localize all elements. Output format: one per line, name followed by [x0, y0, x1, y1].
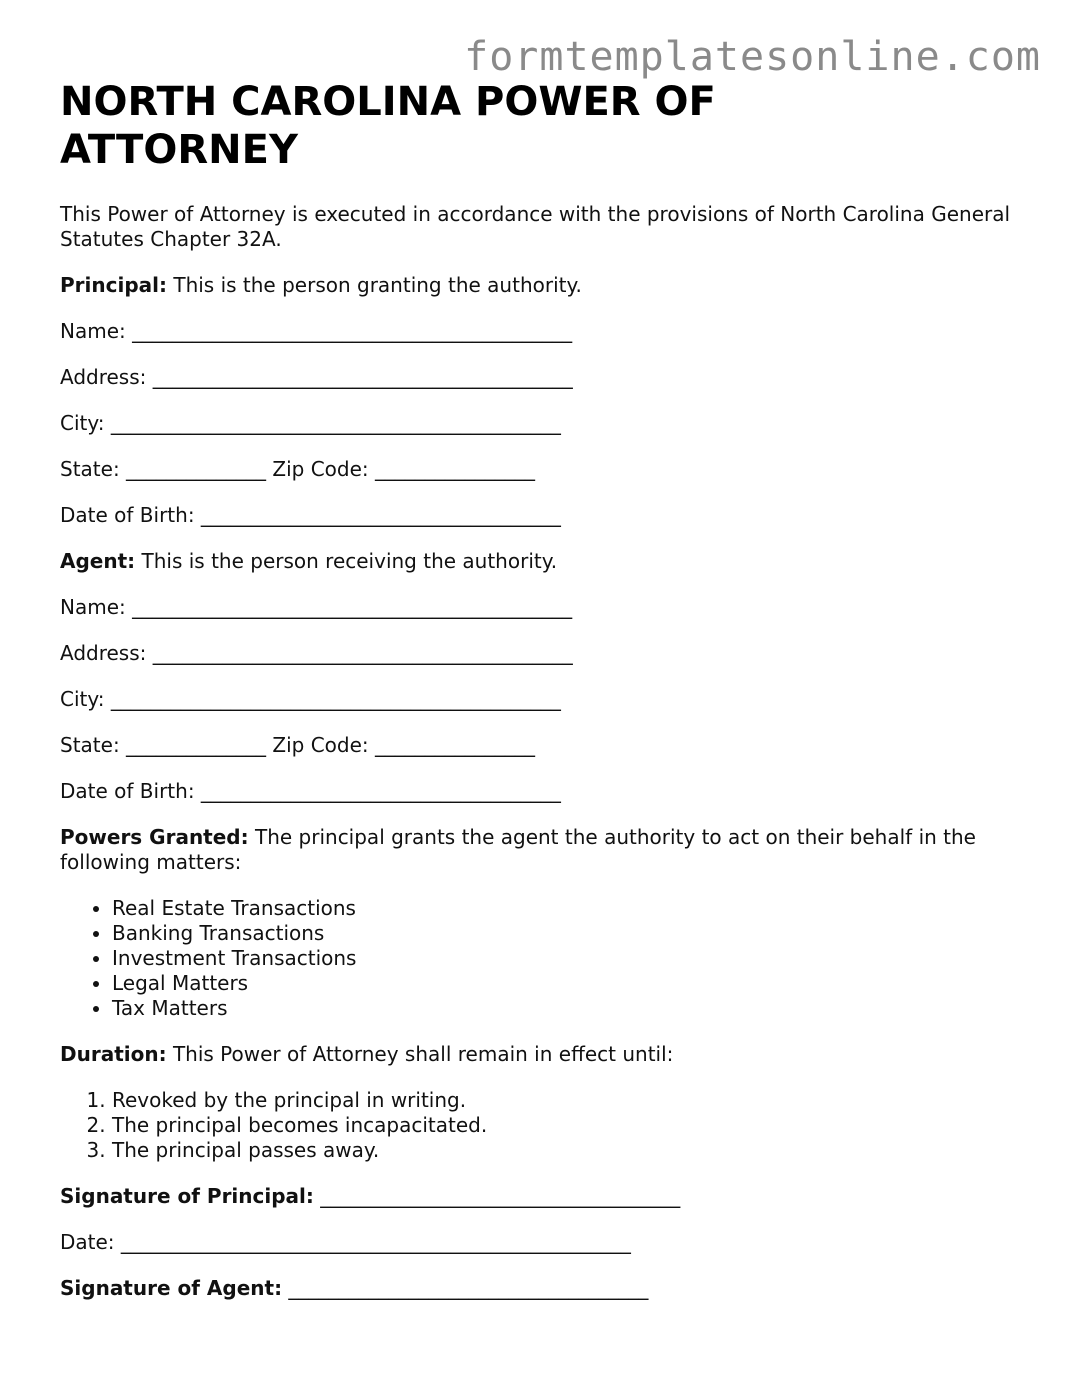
agent-address-field[interactable]: Address: __________________________________________ [60, 641, 573, 665]
principal-signature-label: Signature of Principal: [60, 1184, 314, 1208]
principal-address-field[interactable]: Address: __________________________________________ [60, 365, 573, 389]
principal-label: Principal: [60, 273, 167, 297]
list-item: • Banking Transactions [112, 921, 1020, 946]
agent-description: This is the person receiving the authority. [135, 549, 558, 573]
list-item: 2. The principal becomes incapacitated. [112, 1113, 1020, 1138]
duration-list [60, 1088, 1020, 1163]
principal-signature-field[interactable] [60, 1184, 1020, 1209]
agent-heading [60, 549, 1020, 574]
list-item: • Tax Matters [112, 996, 1020, 1021]
agent-signature-line[interactable]: ____________________________________ [282, 1276, 649, 1300]
intro-paragraph: This Power of Attorney is executed in accordance with the provisions of North Carolina General Statutes Chapter 32A. [60, 202, 1011, 251]
duration-label: Duration: [60, 1042, 167, 1066]
principal-description: This is the person granting the authority. [167, 273, 582, 297]
powers-heading [60, 825, 1020, 875]
duration-heading [60, 1042, 1020, 1067]
principal-state-zip-field[interactable]: State: ______________ Zip Code: ________________ [60, 457, 535, 481]
document-title: NORTH CAROLINA POWER OF ATTORNEY [60, 79, 716, 173]
principal-name-field[interactable]: Name: ____________________________________________ [60, 319, 573, 343]
duration-description: This Power of Attorney shall remain in effect until: [166, 1042, 674, 1066]
principal-heading [60, 273, 1020, 298]
list-item: 1. Revoked by the principal in writing. [112, 1088, 1020, 1113]
powers-description: The principal grants the agent the authority to act on their behalf in the following matters: [60, 825, 976, 874]
principal-dob-field[interactable]: Date of Birth: ____________________________________ [60, 503, 561, 527]
principal-signature-line[interactable]: ____________________________________ [313, 1184, 681, 1208]
document [60, 78, 1020, 1301]
principal-city-field[interactable]: City: _____________________________________________ [60, 411, 561, 435]
agent-signature-field[interactable] [60, 1276, 1020, 1301]
list-item: • Investment Transactions [112, 946, 1020, 971]
powers-label: Powers Granted: [60, 825, 249, 849]
list-item: • Legal Matters [112, 971, 1020, 996]
agent-label: Agent: [60, 549, 136, 573]
agent-name-field[interactable]: Name: ____________________________________________ [60, 595, 573, 619]
list-item: • Real Estate Transactions [112, 896, 1020, 921]
list-item: 3. The principal passes away. [112, 1138, 1020, 1163]
agent-dob-field[interactable]: Date of Birth: ____________________________________ [60, 779, 561, 803]
watermark: formtemplatesonline.com [464, 34, 1041, 80]
powers-list [60, 896, 1020, 1021]
agent-state-zip-field[interactable]: State: ______________ Zip Code: ________________ [60, 733, 535, 757]
agent-city-field[interactable]: City: _____________________________________________ [60, 687, 561, 711]
date-field[interactable]: Date: ___________________________________________________ [60, 1230, 631, 1254]
agent-signature-label: Signature of Agent: [60, 1276, 283, 1300]
